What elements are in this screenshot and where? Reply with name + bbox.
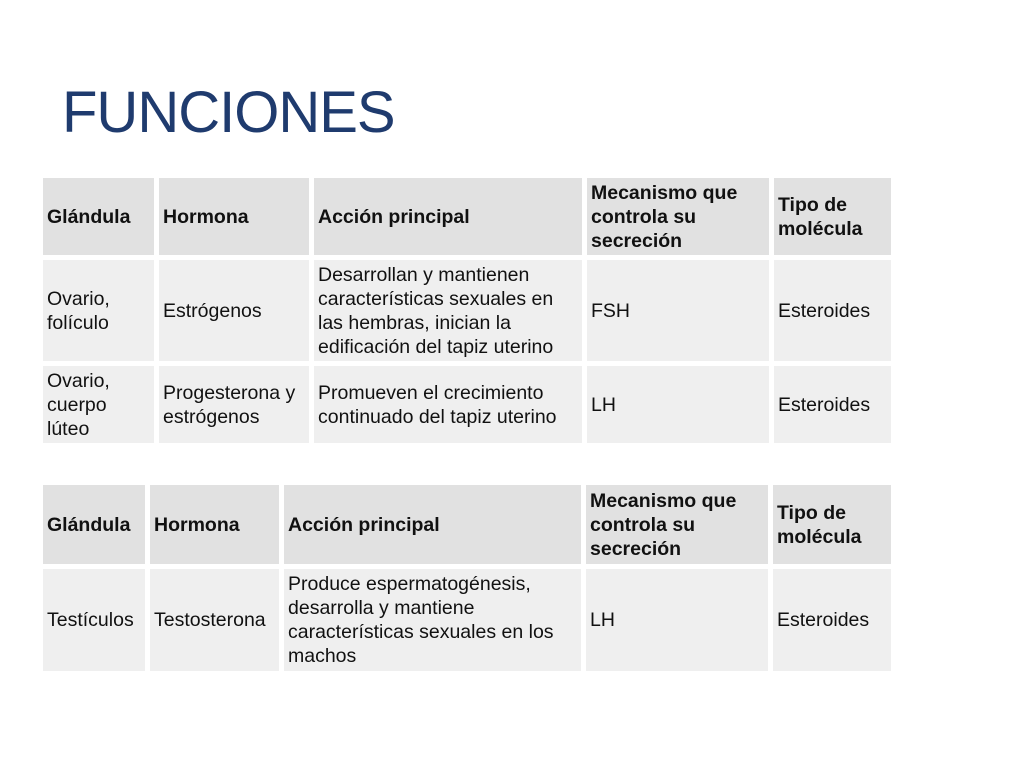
header-accion-principal: Acción principal [314, 178, 582, 255]
cell-glandula: Testículos [43, 569, 145, 671]
hormone-table-male [38, 480, 896, 676]
header-glandula: Glándula [43, 485, 145, 564]
cell-mecanismo: LH [587, 366, 769, 443]
header-tipo-molecula: Tipo de molécula [773, 485, 891, 564]
cell-hormona: Progesterona y estrógenos [159, 366, 309, 443]
cell-mecanismo: FSH [587, 260, 769, 361]
cell-accion-principal: Produce espermatogénesis, desarrolla y mantiene características sexuales en los machos [284, 569, 581, 671]
cell-hormona: Estrógenos [159, 260, 309, 361]
table-row [43, 366, 891, 443]
cell-hormona: Testosterona [150, 569, 279, 671]
cell-tipo-molecula: Esteroides [774, 260, 891, 361]
header-accion-principal: Acción principal [284, 485, 581, 564]
header-hormona: Hormona [159, 178, 309, 255]
cell-tipo-molecula: Esteroides [773, 569, 891, 671]
header-glandula: Glándula [43, 178, 154, 255]
cell-accion-principal: Promueven el crecimiento continuado del tapiz uterino [314, 366, 582, 443]
header-mecanismo: Mecanismo que controla su secreción [586, 485, 768, 564]
table-row [43, 569, 891, 671]
cell-glandula: Ovario, cuerpo lúteo [43, 366, 154, 443]
cell-accion-principal: Desarrollan y mantienen características sexuales en las hembras, inician la edificación del tapiz uterino [314, 260, 582, 361]
table-header-row [43, 485, 891, 564]
cell-mecanismo: LH [586, 569, 768, 671]
table-row [43, 260, 891, 361]
header-tipo-molecula: Tipo de molécula [774, 178, 891, 255]
header-mecanismo: Mecanismo que controla su secreción [587, 178, 769, 255]
table-header-row [43, 178, 891, 255]
cell-glandula: Ovario, folículo [43, 260, 154, 361]
header-hormona: Hormona [150, 485, 279, 564]
hormone-table-female [38, 173, 896, 448]
page-title: FUNCIONES [62, 80, 395, 145]
cell-tipo-molecula: Esteroides [774, 366, 891, 443]
